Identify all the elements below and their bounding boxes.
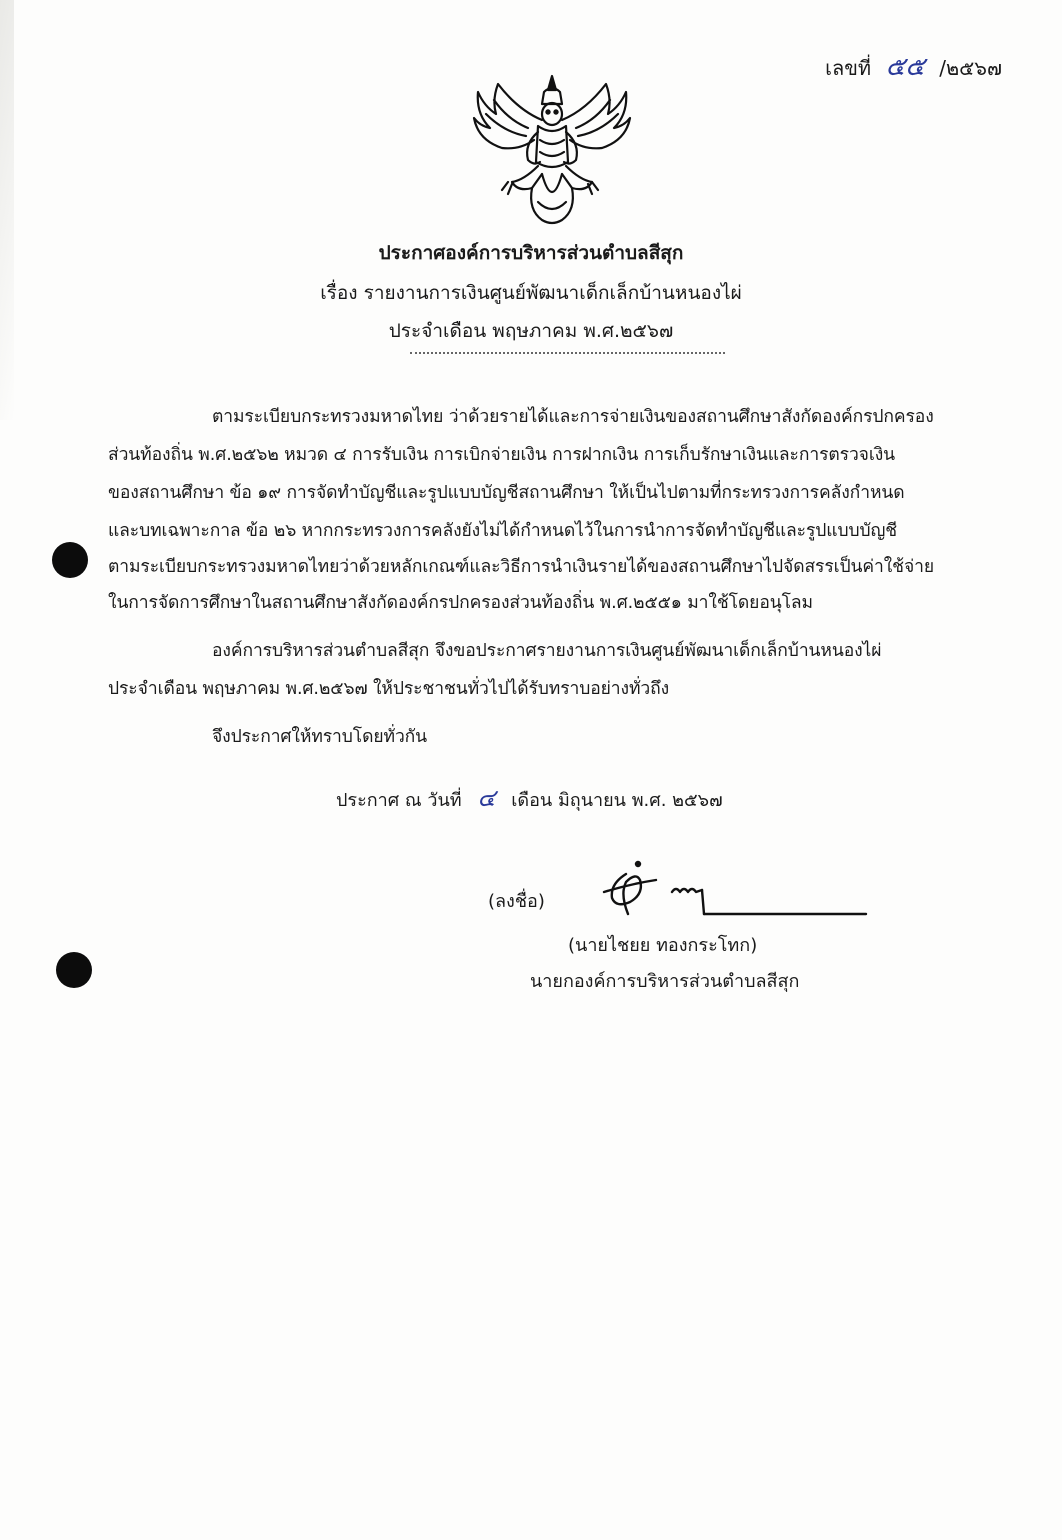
- announcement-date: [336, 778, 723, 817]
- document-number: [825, 46, 1002, 87]
- garuda-emblem-icon: [468, 70, 636, 230]
- document-number-label: เลขที่: [825, 56, 872, 80]
- paragraph-1-line-4: และบทเฉพาะกาล ข้อ ๒๖ หากกระทรวงการคลังยังไม่ได้กำหนดไว้ในการนำการจัดทำบัญชีและรูปแบบบัญชี: [108, 521, 898, 541]
- date-prefix: ประกาศ ณ วันที่: [336, 790, 462, 811]
- handwritten-signature-icon: [590, 858, 870, 928]
- document-number-year: /๒๕๖๗: [939, 56, 1002, 80]
- punch-hole-lower: [56, 952, 92, 988]
- heading-subject: เรื่อง รายงานการเงินศูนย์พัฒนาเด็กเล็กบ้านหนองไผ่: [320, 282, 742, 304]
- paragraph-1-line-3: ของสถานศึกษา ข้อ ๑๙ การจัดทำบัญชีและรูปแบบบัญชีสถานศึกษา ให้เป็นไปตามที่กระทรวงการคลังกำหนด: [108, 483, 905, 503]
- paragraph-1-line-2: ส่วนท้องถิ่น พ.ศ.๒๕๖๒ หมวด ๔ การรับเงิน การเบิกจ่ายเงิน การฝากเงิน การเก็บรักษาเงินและการตรวจเงิน: [108, 445, 896, 465]
- paragraph-1-line-5: ตามระเบียบกระทรวงมหาดไทยว่าด้วยหลักเกณฑ์และวิธีการนำเงินรายได้ของสถานศึกษาไปจัดสรรเป็นค่าใช้จ่าย: [108, 557, 934, 577]
- punch-hole-upper: [52, 542, 88, 578]
- signature-label: (ลงชื่อ): [488, 891, 545, 912]
- paragraph-1-line-1: ตามระเบียบกระทรวงมหาดไทย ว่าด้วยรายได้และการจ่ายเงินของสถานศึกษาสังกัดองค์กรปกครอง: [212, 407, 934, 427]
- date-day-handwritten: ๔: [477, 784, 496, 812]
- closing-statement: จึงประกาศให้ทราบโดยทั่วกัน: [212, 727, 428, 747]
- paragraph-1-line-6: ในการจัดการศึกษาในสถานศึกษาสังกัดองค์กรปกครองส่วนท้องถิ่น พ.ศ.๒๕๕๑ มาใช้โดยอนุโลม: [108, 593, 813, 613]
- paragraph-2-line-1: องค์การบริหารส่วนตำบลสีสุก จึงขอประกาศรายงานการเงินศูนย์พัฒนาเด็กเล็กบ้านหนองไผ่: [212, 641, 882, 661]
- date-suffix: เดือน มิถุนายน พ.ศ. ๒๕๖๗: [511, 790, 723, 811]
- signatory-position: นายกองค์การบริหารส่วนตำบลสีสุก: [530, 971, 800, 992]
- signatory-name: (นายไชยย ทองกระโทก): [568, 935, 758, 956]
- heading-title: ประกาศองค์การบริหารส่วนตำบลสีสุก: [378, 242, 684, 264]
- document-number-handwritten: ๕๕: [885, 52, 925, 82]
- page-shadow-edge: [0, 0, 14, 420]
- paragraph-2-line-2: ประจำเดือน พฤษภาคม พ.ศ.๒๕๖๗ ให้ประชาชนทั่วไปได้รับทราบอย่างทั่วถึง: [108, 679, 670, 699]
- heading-month: ประจำเดือน พฤษภาคม พ.ศ.๒๕๖๗: [388, 320, 674, 342]
- heading-dotted-rule: [410, 352, 725, 354]
